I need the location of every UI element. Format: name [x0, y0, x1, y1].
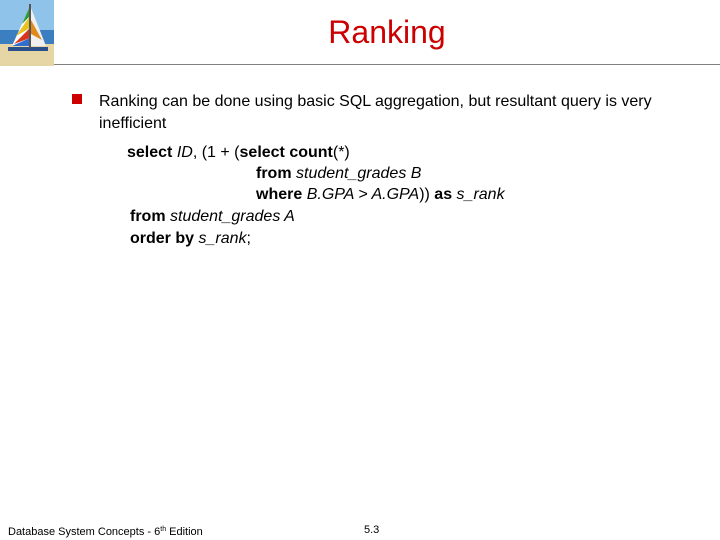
- code-keyword: from: [130, 208, 166, 225]
- square-bullet-icon: [72, 94, 82, 104]
- code-identifier: student_grades B: [296, 165, 422, 182]
- code-identifier: ID: [176, 144, 193, 161]
- code-line-2: [256, 163, 421, 184]
- code-text: ;: [246, 230, 251, 247]
- code-line-1: [127, 142, 350, 163]
- title-bar: [54, 0, 720, 64]
- title-divider: [54, 64, 720, 65]
- code-identifier: s_rank: [456, 186, 505, 203]
- code-identifier: s_rank: [198, 230, 247, 247]
- code-keyword: from: [256, 165, 292, 182]
- code-keyword: select: [127, 144, 173, 161]
- bullet-text: Ranking can be done using basic SQL aggregation, but resultant query is very inefficient: [99, 93, 652, 132]
- code-line-5: [130, 228, 251, 249]
- code-keyword: where: [256, 186, 303, 203]
- slide-title: Ranking: [328, 14, 446, 50]
- code-keyword: as: [434, 186, 453, 203]
- code-text: )): [419, 186, 435, 203]
- code-text: (*): [332, 144, 350, 161]
- code-identifier: student_grades A: [170, 208, 295, 225]
- footer-source: Database System Concepts - 6th Edition: [8, 526, 203, 538]
- sailboat-logo-icon: [0, 0, 54, 66]
- code-identifier: B.GPA > A.GPA: [306, 186, 420, 203]
- code-text: , (1 + (: [192, 144, 240, 161]
- footer-page-number: 5.3: [364, 524, 380, 536]
- code-keyword: select count: [239, 144, 333, 161]
- code-keyword: order by: [130, 230, 195, 247]
- code-line-3: [256, 184, 505, 205]
- code-line-4: [130, 206, 295, 227]
